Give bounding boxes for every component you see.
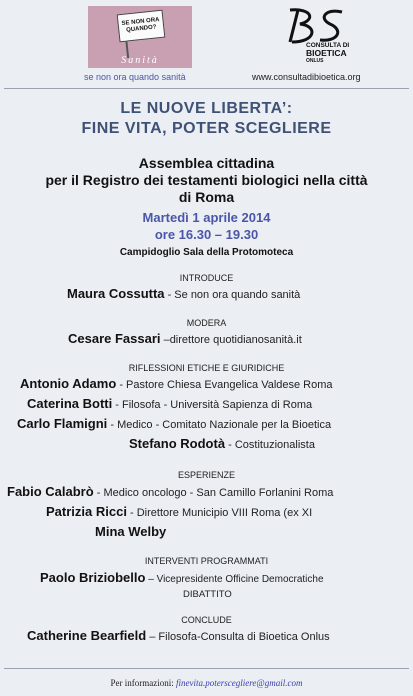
speaker-name: Caterina Botti xyxy=(27,396,113,411)
speaker-role: - Medico - Comitato Nazionale per la Bioetica xyxy=(107,419,332,431)
speaker-name: Patrizia Ricci xyxy=(46,504,127,519)
speaker-role: - Se non ora quando sanità xyxy=(164,289,301,301)
event-place: Campidoglio Sala della Protomoteca xyxy=(119,247,294,258)
speaker-entry xyxy=(17,416,331,431)
assemblea-subtitle-city: di Roma xyxy=(178,189,235,205)
section-label-introduce: INTRODUCE xyxy=(179,273,234,283)
se-non-ora-quando-logo xyxy=(88,6,192,68)
consulta-line2: BIOETICA xyxy=(306,48,347,58)
speaker-entry xyxy=(46,504,312,519)
speaker-name: Carlo Flamigni xyxy=(17,416,108,431)
speaker-name: Antonio Adamo xyxy=(20,376,117,391)
speaker-role: - Medico oncologo - San Camillo Forlanini Roma xyxy=(93,487,334,499)
speaker-entry xyxy=(67,286,300,301)
speaker-entry xyxy=(129,436,315,451)
speaker-role: –direttore quotidianosanità.it xyxy=(160,334,302,346)
section-label-modera: MODERA xyxy=(186,318,227,328)
speaker-role: – Vicepresidente Officine Democratiche xyxy=(145,574,324,585)
consulta-line1: CONSULTA DI xyxy=(306,42,350,49)
dibattito-label: DIBATTITO xyxy=(183,589,232,600)
assemblea-title: Assemblea cittadina xyxy=(138,155,275,171)
speaker-role: - Filosofa - Università Sapienza di Roma xyxy=(112,399,313,411)
main-title-line2: FINE VITA, POTER SCEGLIERE xyxy=(81,120,332,137)
speaker-name: Stefano Rodotà xyxy=(129,436,226,451)
section-label-esperienze: ESPERIENZE xyxy=(177,470,235,480)
footer-divider xyxy=(4,668,409,669)
speaker-entry xyxy=(20,376,333,391)
speaker-entry xyxy=(95,524,166,539)
main-title-line1: LE NUOVE LIBERTA’: xyxy=(120,100,293,117)
footer-label: Per informazioni: xyxy=(110,678,177,688)
bs-monogram-icon xyxy=(260,6,370,46)
logo-word: Sanità xyxy=(121,55,159,66)
speaker-entry xyxy=(40,570,324,585)
speaker-entry xyxy=(68,331,302,346)
speaker-name: Mina Welby xyxy=(95,524,167,539)
speaker-name: Paolo Briziobello xyxy=(40,570,146,585)
event-time: ore 16.30 – 19.30 xyxy=(154,227,259,242)
speaker-entry xyxy=(27,396,312,411)
speaker-role: – Filosofa-Consulta di Bioetica Onlus xyxy=(146,631,330,643)
speaker-name: Maura Cossutta xyxy=(67,286,165,301)
section-label-conclude: CONCLUDE xyxy=(181,615,232,625)
logo-sign: SE NON ORA QUANDO? xyxy=(117,10,166,43)
consulta-line3: ONLUS xyxy=(306,58,324,64)
footer-email-link[interactable]: finevita.poterscegliere@gmail.com xyxy=(176,678,303,688)
assemblea-subtitle: per il Registro dei testamenti biologici nella città xyxy=(45,172,368,188)
tagline: se non ora quando sanità xyxy=(84,72,186,82)
speaker-entry xyxy=(27,628,330,643)
header-divider xyxy=(4,88,409,89)
speaker-name: Catherine Bearfield xyxy=(27,628,147,643)
speaker-role: - Costituzionalista xyxy=(225,439,315,451)
footer xyxy=(0,678,413,688)
website-link[interactable]: www.consultadibioetica.org xyxy=(252,72,361,82)
speaker-name: Cesare Fassari xyxy=(68,331,161,346)
consulta-bioetica-logo xyxy=(260,6,370,70)
speaker-role: - Pastore Chiesa Evangelica Valdese Roma xyxy=(116,379,333,391)
speaker-entry xyxy=(7,484,333,499)
section-label-interventi: INTERVENTI PROGRAMMATI xyxy=(144,556,269,566)
section-label-riflessioni: RIFLESSIONI ETICHE E GIURIDICHE xyxy=(128,363,285,373)
speaker-role: - Direttore Municipio VIII Roma (ex XI xyxy=(126,507,313,519)
event-date: Martedì 1 aprile 2014 xyxy=(142,210,271,225)
speaker-name: Fabio Calabrò xyxy=(7,484,94,499)
consulta-text xyxy=(306,42,349,64)
